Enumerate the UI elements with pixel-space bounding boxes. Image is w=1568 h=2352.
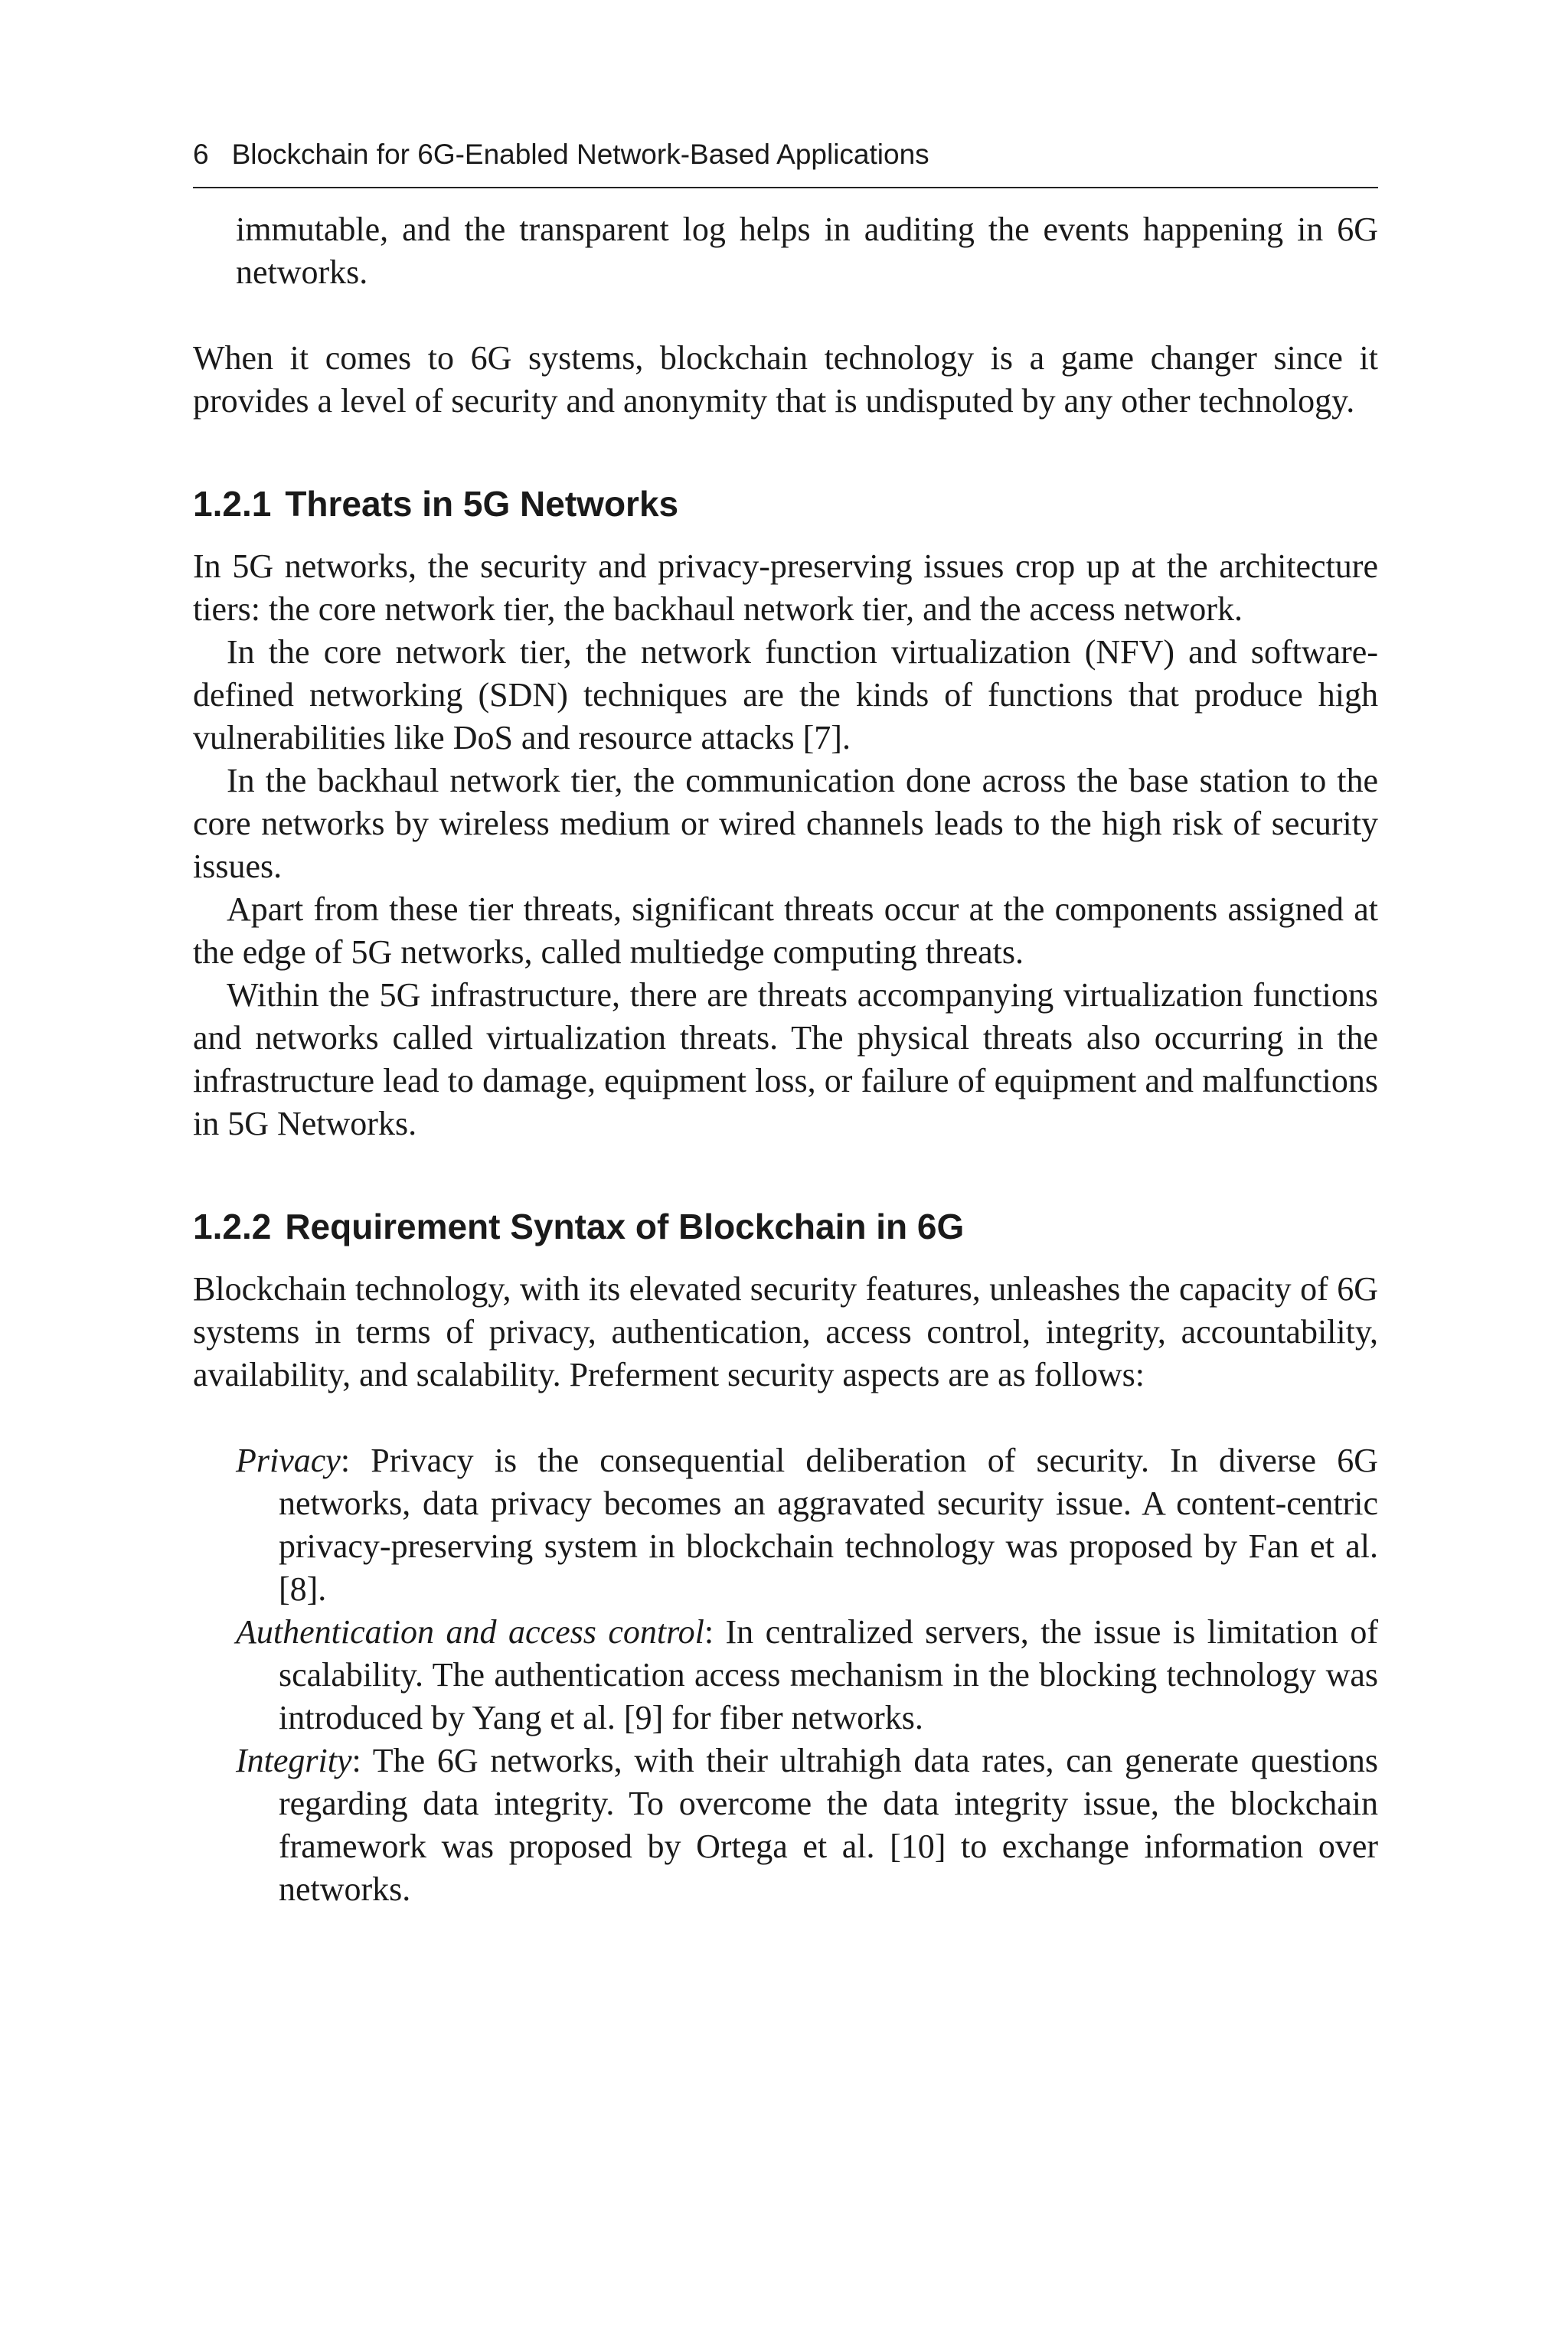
paragraph: In the core network tier, the network function virtualization (NFV) and software-defined networking (SDN) techniques are the kinds of functions that produce high vulnerabilities like DoS and resource attacks [7]. [193, 633, 1378, 757]
continuation-paragraph: immutable, and the transparent log helps in auditing the events happening in 6G networks. [236, 211, 1378, 292]
list-item-text: : Privacy is the consequential deliberation of security. In diverse 6G networks, data privacy becomes an aggravated security issue. A content-centric privacy-preserving system in blockchain technology was proposed by Fan et al. [8]. [279, 1442, 1378, 1609]
intro-paragraph: When it comes to 6G systems, blockchain technology is a game changer since it provides a level of security and anonymity that is undisputed by any other technology. [193, 339, 1378, 420]
list-item [236, 1611, 1378, 1740]
page-number: 6 [193, 139, 209, 170]
list-item-text: : The 6G networks, with their ultrahigh data rates, can generate questions regarding data integrity. To overcome the data integrity issue, the blockchain framework was proposed by Ortega et al. [10] to exchange information over networks. [279, 1742, 1378, 1909]
section-title: Threats in 5G Networks [285, 484, 679, 524]
section-number: 1.2.2 [193, 1207, 272, 1247]
section-number: 1.2.1 [193, 484, 272, 524]
running-head-title: Blockchain for 6G-Enabled Network-Based Applications [231, 139, 929, 170]
paragraph: In 5G networks, the security and privacy-preserving issues crop up at the architecture tiers: the core network tier, the backhaul network tier, and the access network. [193, 547, 1378, 629]
list-item [236, 1740, 1378, 1911]
section-heading-1-2-1 [193, 482, 1378, 525]
requirement-list [193, 1439, 1378, 1911]
running-head [193, 138, 1378, 188]
paragraph: Apart from these tier threats, significant threats occur at the components assigned at the edge of 5G networks, called multiedge computing threats. [193, 890, 1378, 972]
list-item [236, 1439, 1378, 1611]
book-page [193, 138, 1378, 1911]
list-item-term: Authentication and access control [236, 1613, 704, 1651]
section-title: Requirement Syntax of Blockchain in 6G [285, 1207, 965, 1247]
page-body [193, 208, 1378, 1911]
section-intro-paragraph: Blockchain technology, with its elevated security features, unleashes the capacity of 6G systems in terms of privacy, authentication, access control, integrity, accountability, availability, and scalability. Preferment security aspects are as follows: [193, 1270, 1378, 1394]
paragraph: Within the 5G infrastructure, there are threats accompanying virtualization functions and networks called virtualization threats. The physical threats also occurring in the infrastructure lead to damage, equipment loss, or failure of equipment and malfunctions in 5G Networks. [193, 976, 1378, 1143]
section-heading-1-2-2 [193, 1205, 1378, 1248]
list-item-text: : In centralized servers, the issue is limitation of scalability. The authentication access mechanism in the blocking technology was introduced by Yang et al. [9] for fiber networks. [279, 1613, 1378, 1737]
list-item-term: Integrity [236, 1742, 352, 1780]
list-item-term: Privacy [236, 1442, 341, 1480]
paragraph: In the backhaul network tier, the communication done across the base station to the core networks by wireless medium or wired channels leads to the high risk of security issues. [193, 762, 1378, 886]
